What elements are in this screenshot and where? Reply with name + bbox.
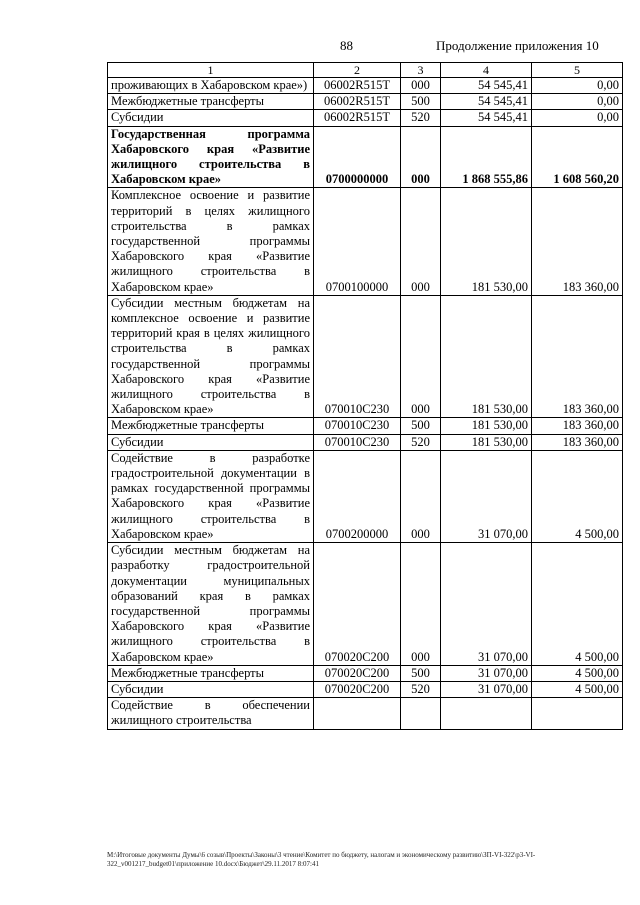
amount-cell: 4 500,00 bbox=[532, 450, 623, 542]
amount-cell: 181 530,00 bbox=[441, 418, 532, 434]
expense-type-cell: 000 bbox=[401, 126, 441, 188]
row-name-cell: Субсидии местным бюджетам на комплексное освоение и развитие территорий края в целях жилищного строительства в рамках государственной программы Хабаровского края «Развитие жилищного строительства в Хабаровском крае» bbox=[108, 295, 314, 418]
target-article-code-cell: 0700100000 bbox=[314, 188, 401, 295]
row-name-cell: Содействие в обеспечении жилищного строительства bbox=[108, 698, 314, 729]
expense-type-cell: 000 bbox=[401, 543, 441, 666]
expense-type-cell bbox=[401, 698, 441, 729]
target-article-code-cell: 070010С230 bbox=[314, 418, 401, 434]
amount-cell: 181 530,00 bbox=[441, 434, 532, 450]
target-article-code-cell: 0700000000 bbox=[314, 126, 401, 188]
amount-cell: 31 070,00 bbox=[441, 665, 532, 681]
amount-cell: 4 500,00 bbox=[532, 681, 623, 697]
amount-cell: 181 530,00 bbox=[441, 295, 532, 418]
page-number: 88 bbox=[340, 38, 353, 53]
expense-type-cell: 500 bbox=[401, 418, 441, 434]
amount-cell: 183 360,00 bbox=[532, 418, 623, 434]
amount-cell: 4 500,00 bbox=[532, 665, 623, 681]
amount-cell: 183 360,00 bbox=[532, 295, 623, 418]
amount-cell: 31 070,00 bbox=[441, 681, 532, 697]
row-name-cell: Субсидии bbox=[108, 110, 314, 126]
row-name-cell: Субсидии bbox=[108, 434, 314, 450]
table-row bbox=[108, 450, 623, 542]
expense-type-cell: 000 bbox=[401, 78, 441, 94]
amount-cell: 0,00 bbox=[532, 78, 623, 94]
target-article-code-cell: 070010С230 bbox=[314, 434, 401, 450]
table-row bbox=[108, 78, 623, 94]
expense-type-cell: 000 bbox=[401, 295, 441, 418]
amount-cell bbox=[532, 698, 623, 729]
row-name-cell: Комплексное освоение и развитие территорий в целях жилищного строительства в рамках государственной программы Хабаровского края «Развитие жилищного строительства в Хабаровском крае» bbox=[108, 188, 314, 295]
target-article-code-cell: 070020С200 bbox=[314, 543, 401, 666]
target-article-code-cell bbox=[314, 698, 401, 729]
expense-type-cell: 500 bbox=[401, 665, 441, 681]
expense-type-cell: 000 bbox=[401, 188, 441, 295]
row-name-cell: Межбюджетные трансферты bbox=[108, 94, 314, 110]
table-row bbox=[108, 418, 623, 434]
table-row bbox=[108, 681, 623, 697]
amount-cell: 31 070,00 bbox=[441, 450, 532, 542]
amount-cell: 0,00 bbox=[532, 94, 623, 110]
table-row bbox=[108, 543, 623, 666]
column-header: 2 bbox=[314, 63, 401, 78]
amount-cell bbox=[441, 698, 532, 729]
amount-cell: 54 545,41 bbox=[441, 94, 532, 110]
target-article-code-cell: 06002R515T bbox=[314, 110, 401, 126]
table-row bbox=[108, 698, 623, 729]
budget-table bbox=[107, 62, 623, 730]
target-article-code-cell: 070020С200 bbox=[314, 665, 401, 681]
target-article-code-cell: 070010С230 bbox=[314, 295, 401, 418]
column-number-row bbox=[108, 63, 623, 78]
target-article-code-cell: 06002R515T bbox=[314, 94, 401, 110]
expense-type-cell: 520 bbox=[401, 681, 441, 697]
amount-cell: 1 868 555,86 bbox=[441, 126, 532, 188]
target-article-code-cell: 06002R515T bbox=[314, 78, 401, 94]
amount-cell: 183 360,00 bbox=[532, 434, 623, 450]
row-name-cell: Субсидии bbox=[108, 681, 314, 697]
amount-cell: 54 545,41 bbox=[441, 78, 532, 94]
row-name-cell: проживающих в Хабаровском крае») bbox=[108, 78, 314, 94]
table-row bbox=[108, 126, 623, 188]
row-name-cell: Государственная программа Хабаровского края «Развитие жилищного строительства в Хабаровском крае» bbox=[108, 126, 314, 188]
expense-type-cell: 500 bbox=[401, 94, 441, 110]
row-name-cell: Содействие в разработке градостроительной документации в рамках государственной программы Хабаровского края «Развитие жилищного строительства в Хабаровском крае» bbox=[108, 450, 314, 542]
expense-type-cell: 520 bbox=[401, 434, 441, 450]
amount-cell: 0,00 bbox=[532, 110, 623, 126]
amount-cell: 4 500,00 bbox=[532, 543, 623, 666]
table-row bbox=[108, 434, 623, 450]
table-row bbox=[108, 94, 623, 110]
table-row bbox=[108, 188, 623, 295]
row-name-cell: Межбюджетные трансферты bbox=[108, 665, 314, 681]
column-header: 1 bbox=[108, 63, 314, 78]
table-row bbox=[108, 665, 623, 681]
amount-cell: 31 070,00 bbox=[441, 543, 532, 666]
budget-table-body bbox=[108, 78, 623, 730]
amount-cell: 1 608 560,20 bbox=[532, 126, 623, 188]
continuation-title: Продолжение приложения 10 bbox=[436, 38, 599, 53]
document-path-footer: M:\Итоговые документы Думы\6 созыв\Проекты\Законы\3 чтение\Комитет по бюджету, налогам и экономическому развитию\ЗП-VI-322\р3-VI-322_v001217_budget01\приложение 10.docx\Бюджет\29.11.2017 8:07:41 bbox=[107, 851, 536, 868]
amount-cell: 183 360,00 bbox=[532, 188, 623, 295]
column-header: 5 bbox=[532, 63, 623, 78]
row-name-cell: Субсидии местным бюджетам на разработку градостроительной документации муниципальных образований края в рамках государственной программы Хабаровского края «Развитие жилищного строительства в Хабаровском крае» bbox=[108, 543, 314, 666]
column-header: 4 bbox=[441, 63, 532, 78]
target-article-code-cell: 070020С200 bbox=[314, 681, 401, 697]
page-header bbox=[0, 38, 640, 56]
column-header: 3 bbox=[401, 63, 441, 78]
table-row bbox=[108, 295, 623, 418]
expense-type-cell: 520 bbox=[401, 110, 441, 126]
amount-cell: 181 530,00 bbox=[441, 188, 532, 295]
amount-cell: 54 545,41 bbox=[441, 110, 532, 126]
target-article-code-cell: 0700200000 bbox=[314, 450, 401, 542]
row-name-cell: Межбюджетные трансферты bbox=[108, 418, 314, 434]
expense-type-cell: 000 bbox=[401, 450, 441, 542]
table-row bbox=[108, 110, 623, 126]
